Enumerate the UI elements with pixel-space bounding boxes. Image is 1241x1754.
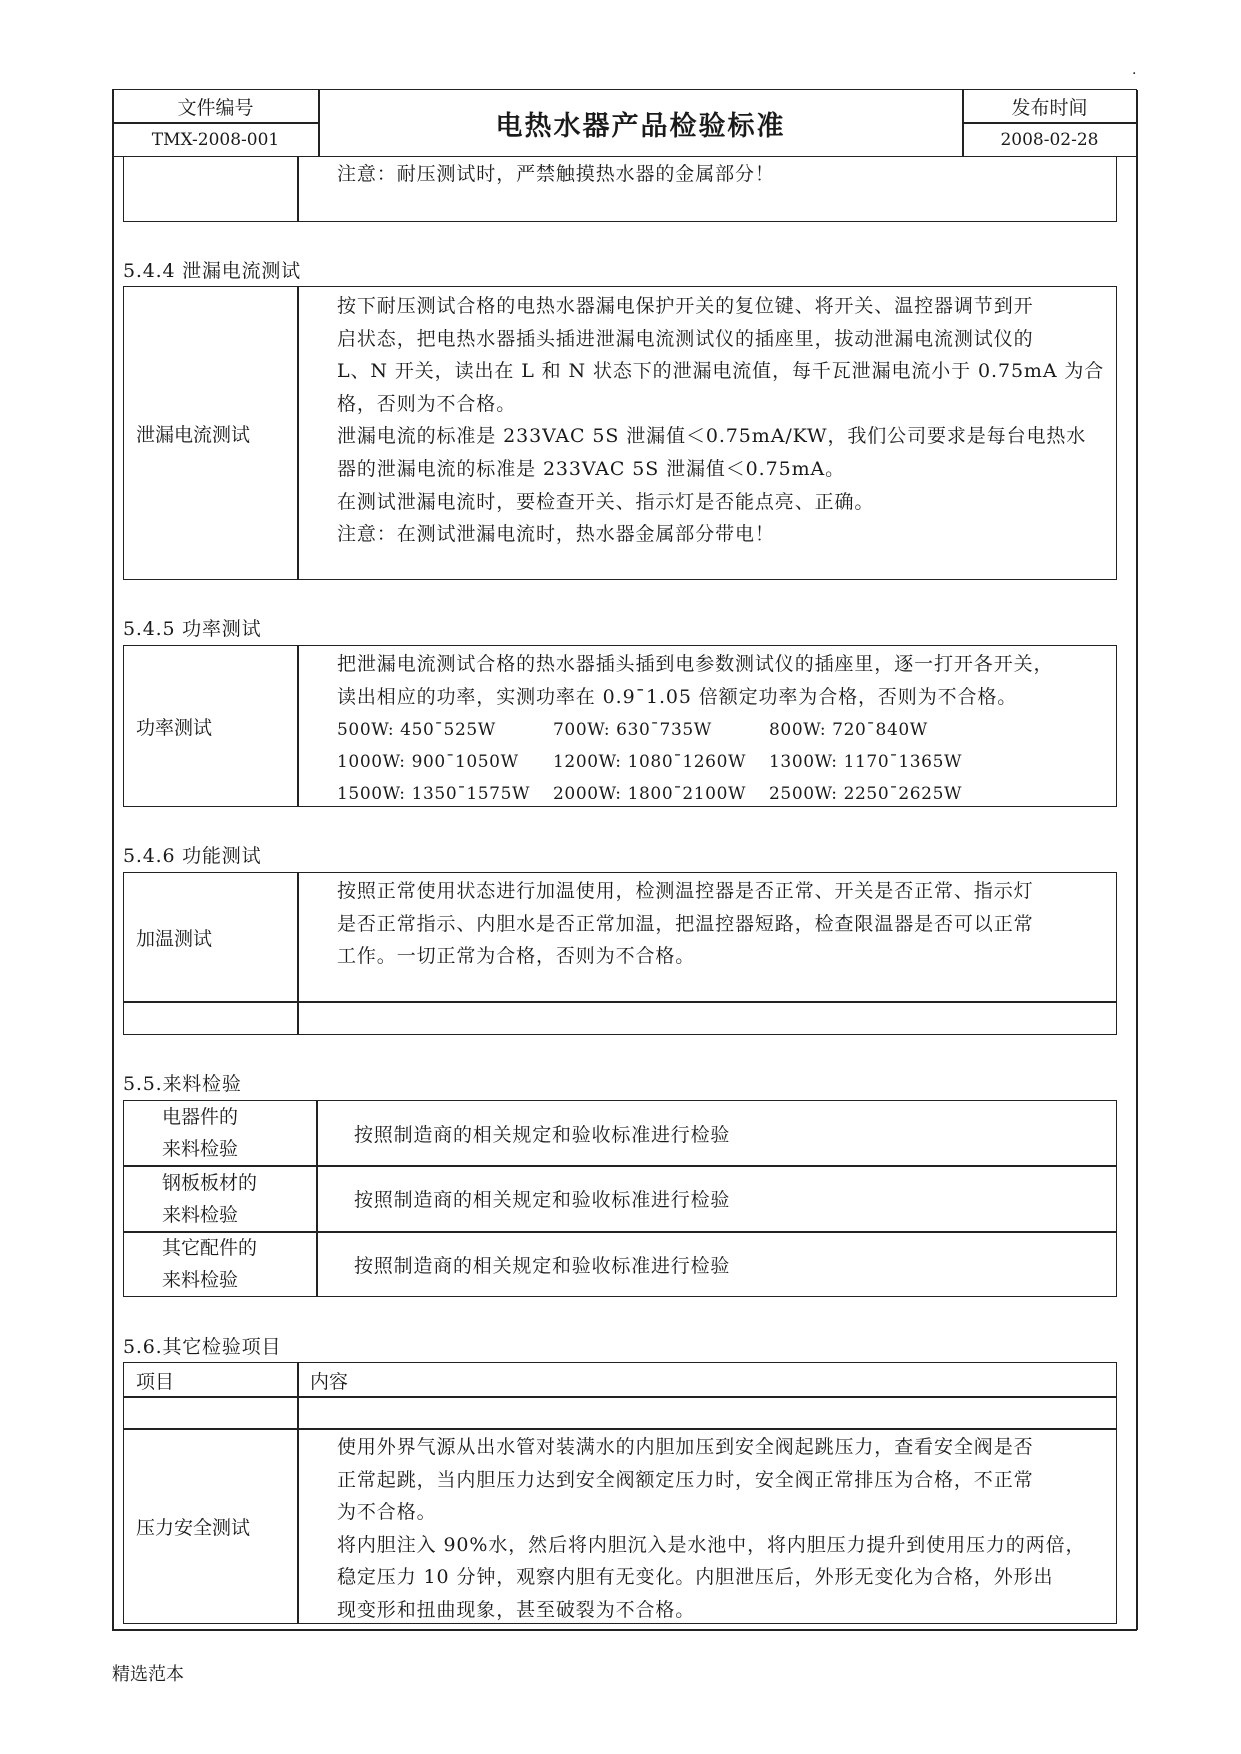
pressure-line: 将内胆注入 90%水，然后将内胆沉入是水池中，将内胆压力提升到使用压力的两倍， xyxy=(337,1533,1086,1556)
power-divider xyxy=(297,645,299,807)
power-rating: 1300W: 1170¯1365W xyxy=(769,752,963,772)
incoming-divider xyxy=(316,1100,318,1297)
power-rating: 1000W: 900¯1050W xyxy=(337,752,519,772)
pressure-safety-content xyxy=(337,1431,1112,1627)
incoming-label-line: 电器件的 xyxy=(162,1106,239,1128)
section-55-heading: 5.5.来料检验 xyxy=(123,1073,242,1095)
power-rating: 1200W: 1080¯1260W xyxy=(553,752,747,772)
leakage-divider xyxy=(297,286,299,580)
heating-label: 加温测试 xyxy=(136,927,213,950)
file-no: TMX-2008-001 xyxy=(151,129,280,150)
page-frame-bottom xyxy=(112,1629,1137,1631)
section-56-heading: 5.6.其它检验项目 xyxy=(123,1336,282,1358)
incoming-label-electrical xyxy=(124,1101,316,1165)
power-rating: 1500W: 1350¯1575W xyxy=(337,784,531,804)
file-no-label: 文件编号 xyxy=(177,96,254,119)
heating-row-split xyxy=(123,1001,1117,1003)
col-content-header: 内容 xyxy=(310,1370,349,1393)
leakage-line: 在测试泄漏电流时，要检查开关、指示灯是否能点亮、正确。 xyxy=(337,490,875,513)
continued-divider xyxy=(297,156,299,222)
power-content xyxy=(337,648,1112,713)
leakage-label: 泄漏电流测试 xyxy=(136,423,251,446)
power-line: 把泄漏电流测试合格的热水器插头插到电参数测试仪的插座里，逐一打开各开关， xyxy=(337,653,1054,675)
power-rating-row xyxy=(337,714,1112,746)
leakage-line: 注意：在测试泄漏电流时，热水器金属部分带电！ xyxy=(337,523,775,546)
page-frame-left xyxy=(112,90,114,1630)
page-title: 电热水器产品检验标准 xyxy=(495,110,786,142)
incoming-content-other: 按照制造商的相关规定和验收标准进行检验 xyxy=(354,1254,731,1277)
incoming-label-steel xyxy=(124,1166,316,1231)
power-rating-row xyxy=(337,778,1112,810)
power-line: 读出相应的功率，实测功率在 0.9¯1.05 倍额定功率为合格，否则为不合格。 xyxy=(337,685,1018,708)
pressure-line: 稳定压力 10 分钟，观察内胆有无变化。内胆泄压后，外形无变化为合格，外形出 xyxy=(337,1566,1054,1589)
footer-text: 精选范本 xyxy=(112,1664,184,1685)
incoming-label-other xyxy=(124,1232,316,1296)
other-divider xyxy=(297,1362,299,1624)
pressure-line: 现变形和扭曲现象，甚至破裂为不合格。 xyxy=(337,1598,696,1621)
pressure-line: 使用外界气源从出水管对装满水的内胆加压到安全阀起跳压力，查看安全阀是否 xyxy=(337,1436,1034,1458)
power-rating: 2000W: 1800¯2100W xyxy=(553,784,747,804)
heating-line: 按照正常使用状态进行加温使用，检测温控器是否正常、开关是否正常、指示灯 xyxy=(337,880,1034,902)
leakage-line: 泄漏电流的标准是 233VAC 5S 泄漏值＜0.75mA/KW，我们公司要求是每台电热水 xyxy=(337,425,1087,448)
leakage-line: L、N 开关，读出在 L 和 N 状态下的泄漏电流值，每千瓦泄漏电流小于 0.75mA 为合 xyxy=(337,360,1105,383)
pressure-line: 为不合格。 xyxy=(337,1501,437,1524)
col-item-header: 项目 xyxy=(136,1370,175,1393)
power-rating: 2500W: 2250¯2625W xyxy=(769,784,963,804)
pressure-note: 注意：耐压测试时，严禁触摸热水器的金属部分！ xyxy=(337,163,775,185)
incoming-label-line: 钢板板材的 xyxy=(162,1171,258,1194)
section-545-heading: 5.4.5 功率测试 xyxy=(123,618,262,640)
incoming-content-steel: 按照制造商的相关规定和验收标准进行检验 xyxy=(354,1189,731,1211)
release-date: 2008-02-28 xyxy=(1000,129,1099,150)
leakage-line: 器的泄漏电流的标准是 233VAC 5S 泄漏值＜0.75mA。 xyxy=(337,457,846,480)
incoming-content-electrical: 按照制造商的相关规定和验收标准进行检验 xyxy=(354,1123,731,1146)
section-546-heading: 5.4.6 功能测试 xyxy=(123,845,262,867)
heating-line: 工作。一切正常为合格，否则为不合格。 xyxy=(337,945,696,968)
power-ratings xyxy=(337,714,1112,810)
power-rating: 800W: 720¯840W xyxy=(769,720,928,740)
power-rating: 500W: 450¯525W xyxy=(337,720,496,740)
corner-mark: . xyxy=(1132,62,1137,78)
leakage-line: 启状态，把电热水器插头插进泄漏电流测试仪的插座里，拔动泄漏电流测试仪的 xyxy=(337,327,1034,350)
power-label: 功率测试 xyxy=(136,716,213,739)
power-rating-row xyxy=(337,746,1112,778)
leakage-content xyxy=(337,290,1112,551)
heating-divider xyxy=(297,872,299,1035)
incoming-label-line: 来料检验 xyxy=(162,1269,239,1291)
release-label: 发布时间 xyxy=(1011,96,1088,119)
incoming-label-line: 来料检验 xyxy=(162,1138,239,1160)
pressure-safety-label: 压力安全测试 xyxy=(136,1516,251,1539)
heating-line: 是否正常指示、内胆水是否正常加温，把温控器短路，检查限温器是否可以正常 xyxy=(337,912,1034,935)
leakage-line: 按下耐压测试合格的电热水器漏电保护开关的复位键、将开关、温控器调节到开 xyxy=(337,295,1034,317)
power-rating: 700W: 630¯735W xyxy=(553,720,712,740)
page-frame-right xyxy=(1136,90,1138,1630)
incoming-label-line: 其它配件的 xyxy=(162,1237,258,1259)
heating-content xyxy=(337,875,1112,973)
section-544-heading: 5.4.4 泄漏电流测试 xyxy=(123,260,301,282)
other-row-split-1 xyxy=(123,1396,1117,1398)
pressure-line: 正常起跳，当内胆压力达到安全阀额定压力时，安全阀正常排压为合格，不正常 xyxy=(337,1468,1034,1491)
leakage-line: 格，否则为不合格。 xyxy=(337,392,517,415)
incoming-label-line: 来料检验 xyxy=(162,1203,239,1226)
